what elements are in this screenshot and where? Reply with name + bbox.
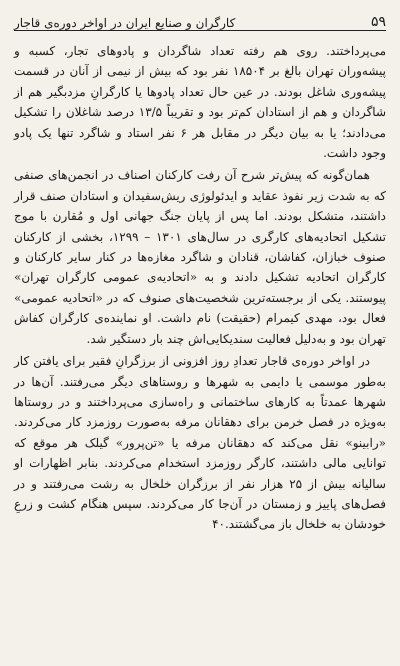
page-number: ۵۹ xyxy=(370,14,386,30)
running-title: کارگران و صنایع ایران در اواخر دوره‌ی قاجار xyxy=(14,16,236,30)
paragraph-2: همان‌گونه که پیش‌تر شرح آن رفت کارکنان اصناف در انجمن‌های صنفی که به شدت زیر نفوذ عقاید و ایدئولوژی ریش‌سفیدان و استادان صنف قرار داشتند، متشکل بودند. اما پس از پایان جنگ جهانی اول و مُقارن با موج تشکیل اتحادیه‌های کارگری در سال‌های ۱۳۰۱ – ۱۲۹۹، بخشی از کارکنان صنوف خبازان، کفاشان، قنادان و شاگرد مغازه‌ها در کنار سایر کارکنان و کارگران اتحادیه تشکیل دادند و به «اتحادیه‌ی عمومی کارگران تهران» پیوستند. یکی از برجسته‌ترین شخصیت‌های صنوف که در «اتحادیه عمومی» فعال بود، مهدی کیمرام (حقیقت) نام داشت. او نماینده‌ی کارگران کفاش تهران بود و به‌دلیل فعالیت سندیکایی‌اش چند بار دستگیر شد. xyxy=(14,168,386,346)
page-body xyxy=(14,41,386,535)
page-header xyxy=(14,8,386,31)
paragraph-1: می‌پرداختند. روی هم رفته تعداد شاگردان و پادوهای تجار، کسبه و پیشه‌وران تهران بالغ بر ۱۸۵۰۴ نفر بود که بیش از نیمی از آنان در قسمت پیشه‌وری شاغل بودند. در عین حال تعداد پادوها یا کارگرانِ مزدبگیر هم از شاگردان و هم از استادان کم‌تر بود و تقریباً ۱۳/۵ درصد شاغلان را تشکیل می‌دادند؛ یا به بیان دیگر در مقابل هر ۶ نفر استاد و شاگرد تنها یک پادو وجود داشت. xyxy=(14,44,387,161)
paragraph-3: در اواخر دوره‌ی قاجار تعدادِ روز افزونی از برزگرانِ فقیر برای یافتن کار به‌طور موسمی یا دایمی به شهرها و روستاهای دیگر می‌رفتند. آن‌ها در شهرها عمدتاً به کارهای ساختمانی و راه‌سازی می‌پرداختند و در روستاها به‌ویژه در فصل خرمن برای دهقانان مرفه به‌صورت روزمزد کار می‌کردند. «رابینو» نقل می‌کند که دهقانان مرفه یا «تن‌پرور» گیلک هر موقع که توانایی مالی داشتند، کارگر روزمزد استخدام می‌کردند. بنابر اظهارات او سالیانه بیش از ۲۵ هزار نفر از برزگران خلخال به رشت می‌رفتند و در فصل‌های پاییز و زمستان در آن‌جا کار می‌کردند. سپس هنگام کشت و زرعِ خودشان به خلخال باز می‌گشتند.۴۰ xyxy=(14,354,386,532)
